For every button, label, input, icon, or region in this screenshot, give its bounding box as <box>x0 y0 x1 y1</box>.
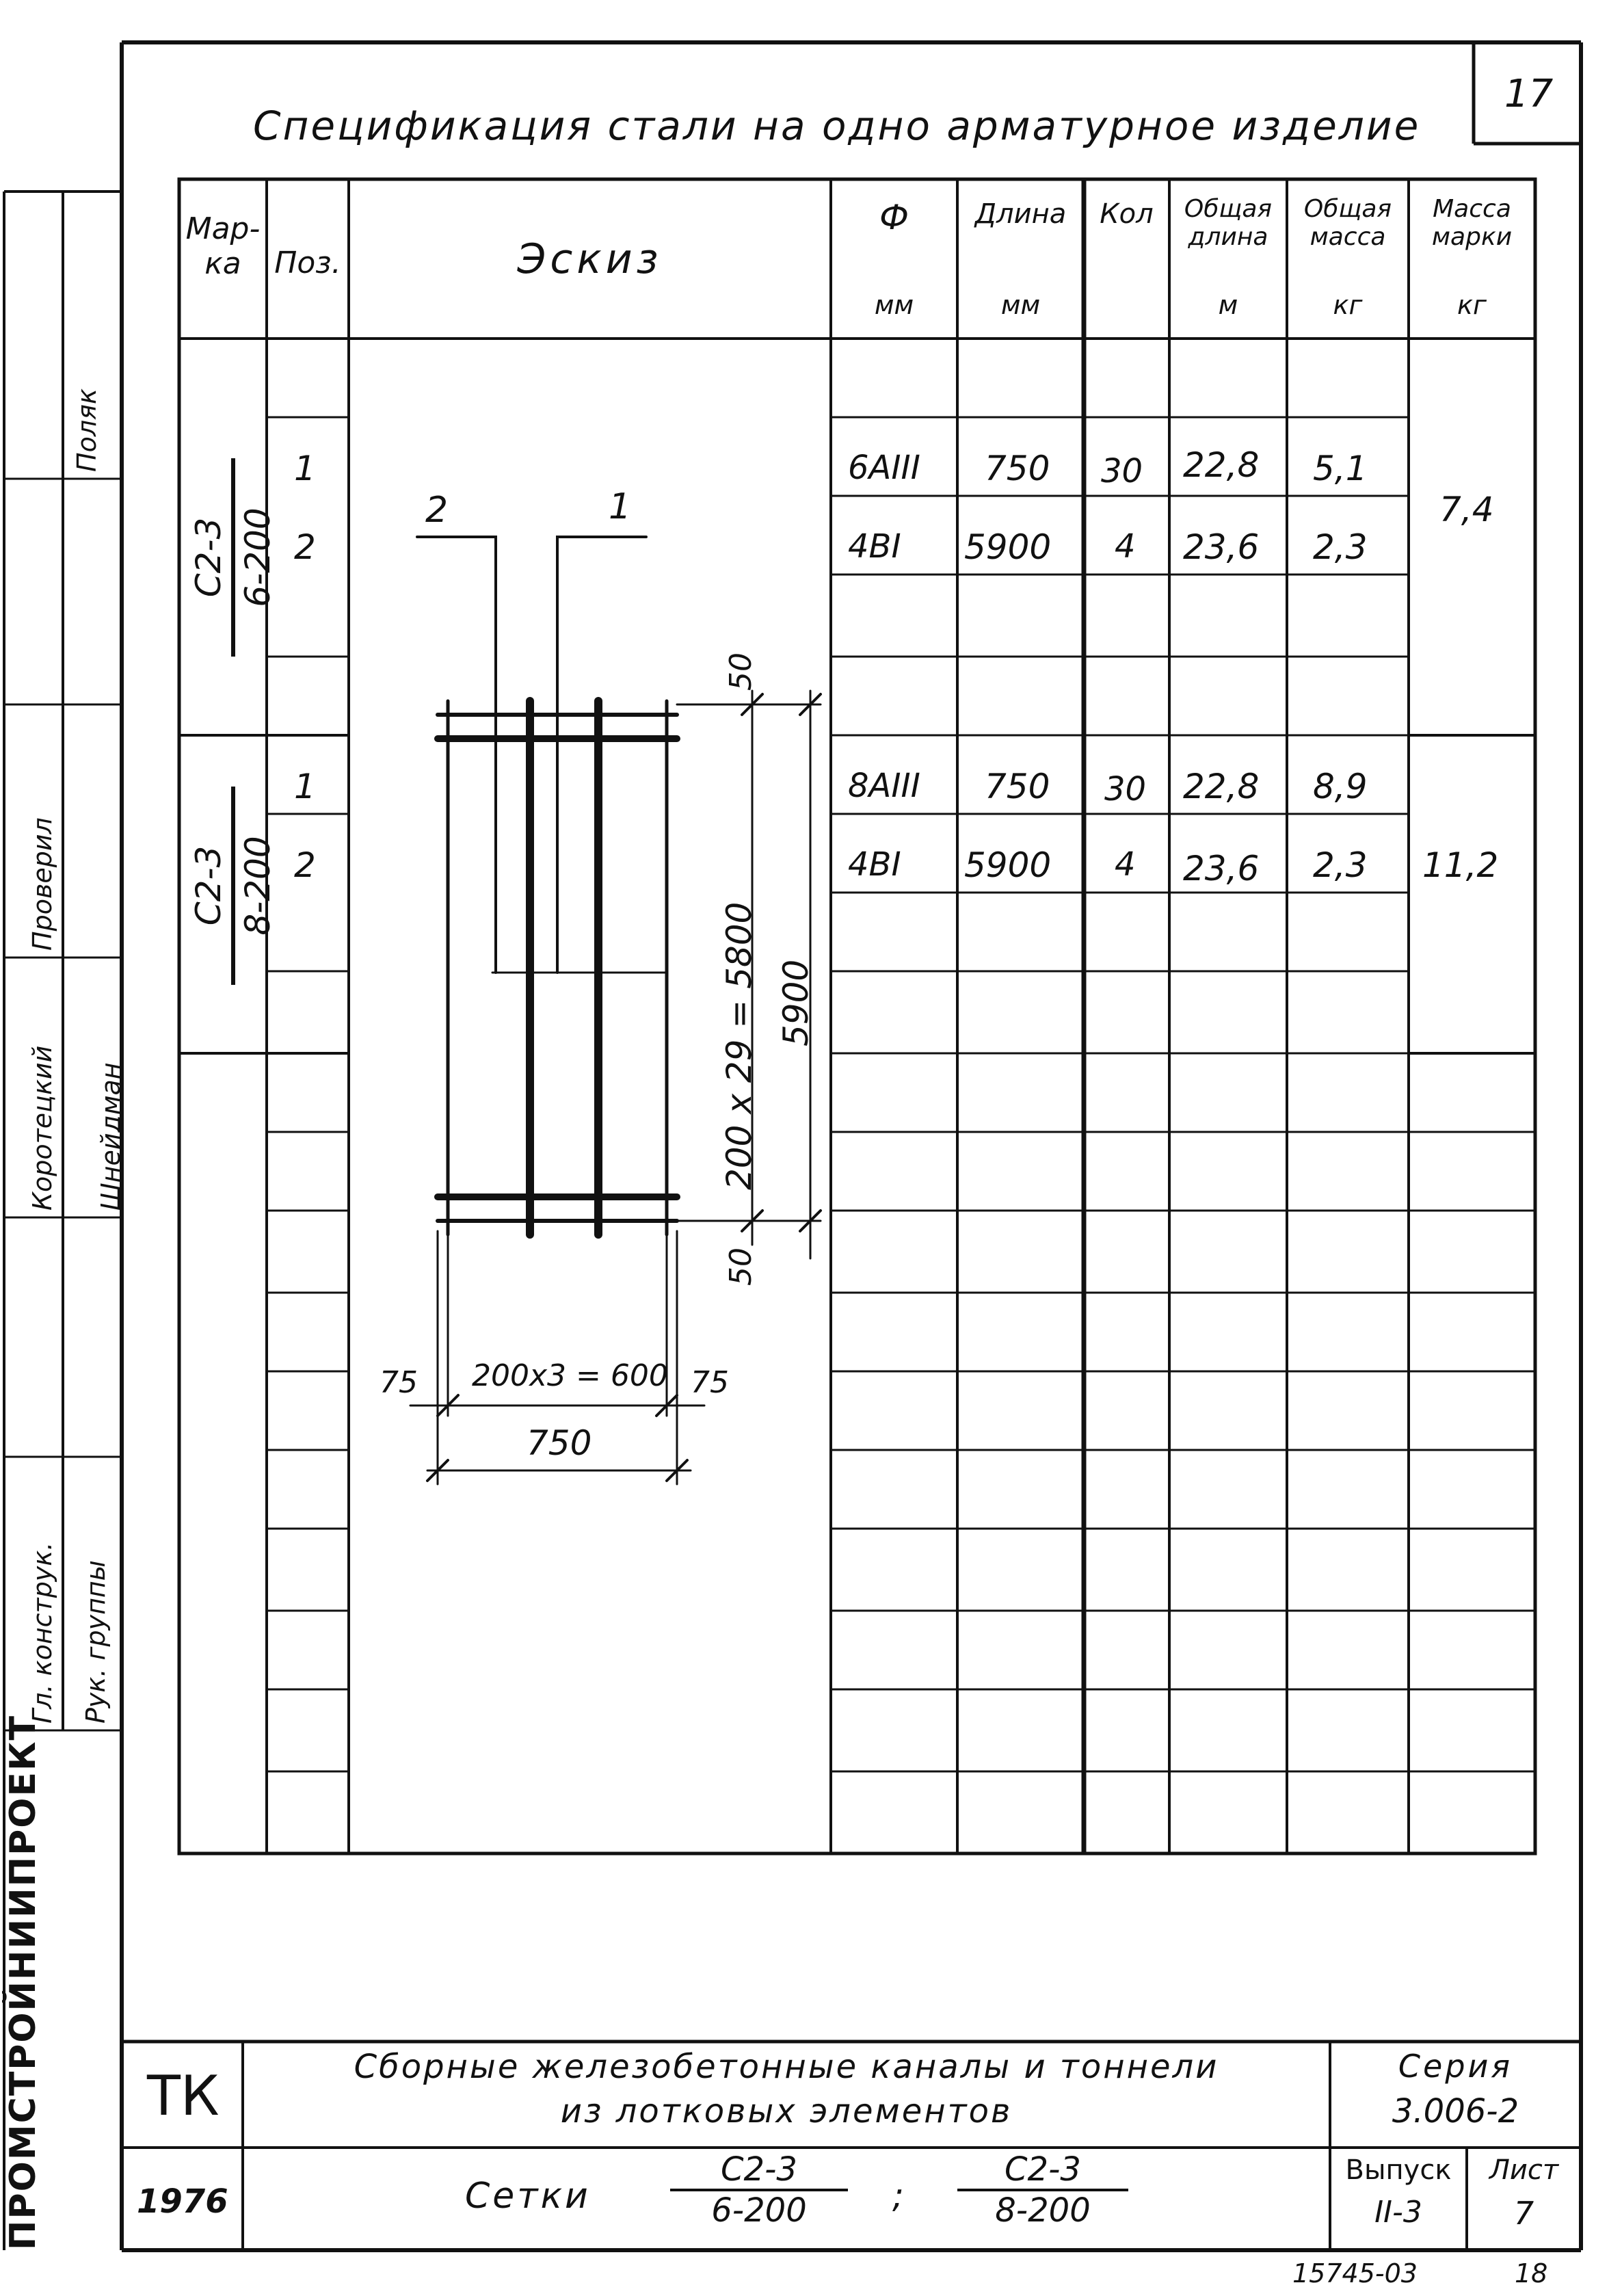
header-eskiz: Эскиз <box>517 235 663 283</box>
qty-value: 4 <box>1115 845 1136 884</box>
leader-label-2: 2 <box>425 490 449 531</box>
diam-value: 4ВI <box>848 527 901 566</box>
length-value: 5900 <box>964 845 1052 885</box>
mark-denominator: 8-200 <box>995 2191 1091 2230</box>
length-value: 750 <box>985 767 1050 806</box>
org-name: ПРОМСТРОЙНИИПРОЕКТ <box>3 1715 44 2250</box>
poz-value: 1 <box>294 449 316 488</box>
qty-value: 30 <box>1101 452 1143 490</box>
header-brand-mass-unit: кг <box>1457 290 1487 320</box>
page-title: Спецификация стали на одно арматурное изделие <box>253 103 1421 149</box>
header-total-length-unit: м <box>1218 290 1238 320</box>
issue-label: Выпуск <box>1345 2154 1452 2186</box>
marka-label <box>189 787 278 985</box>
total-mass-value: 8,9 <box>1313 767 1368 806</box>
brand-mass-value: 11,2 <box>1422 845 1499 885</box>
drawing-name-line1: Сборные железобетонные каналы и тоннели <box>354 2048 1219 2086</box>
marka-numerator: С2-3 <box>191 787 235 985</box>
total-length-value: 23,6 <box>1183 527 1260 567</box>
sheet-label: Лист <box>1489 2154 1559 2186</box>
qty-value: 30 <box>1104 770 1147 808</box>
length-value: 5900 <box>964 527 1052 567</box>
diam-value: 6АIII <box>848 449 920 487</box>
header-total-mass-unit: кг <box>1333 290 1363 320</box>
header-length-unit: мм <box>1000 290 1041 320</box>
stamp-name: Шнейдман <box>96 1062 126 1211</box>
page-number: 18 <box>1515 2258 1548 2288</box>
brand-mass-value: 7,4 <box>1439 490 1494 529</box>
mark-fraction-2 <box>957 2150 1128 2230</box>
header-marka: Мар- ка <box>185 211 261 281</box>
sheet-value: 7 <box>1513 2195 1534 2232</box>
drawing-name-line2: из лотковых элементов <box>560 2092 1013 2130</box>
dimension-bottom: 50 <box>723 1248 758 1286</box>
dimension-top: 50 <box>723 652 758 691</box>
total-mass-value: 2,3 <box>1313 845 1368 885</box>
issue-value: II-3 <box>1374 2195 1422 2230</box>
archive-code: 15745-03 <box>1292 2258 1418 2288</box>
total-length-value: 22,8 <box>1183 445 1260 485</box>
header-poz: Поз. <box>274 246 341 280</box>
series-label: Серия <box>1398 2048 1513 2085</box>
mark-fraction-1 <box>670 2150 848 2230</box>
stamp-role: Проверил <box>27 817 57 951</box>
dimension-width: 750 <box>527 1423 592 1463</box>
header-diam: Ф <box>879 198 909 237</box>
total-length-value: 23,6 <box>1183 849 1260 888</box>
drawing-subject: Сетки <box>465 2176 591 2217</box>
dimension-inner: 200 x 29 = 5800 <box>719 901 759 1190</box>
stamp-role: Гл. конструк. <box>27 1542 57 1724</box>
header-diam-unit: мм <box>874 290 914 320</box>
marka-denominator: 8-200 <box>238 836 278 936</box>
mark-numerator: С2-3 <box>957 2153 1128 2191</box>
dimension-total: 5900 <box>776 959 816 1046</box>
leader-label-1: 1 <box>609 486 632 527</box>
stamp-name: Коротецкий <box>27 1045 57 1211</box>
marka-label <box>189 458 278 657</box>
header-total-mass: Общая масса <box>1303 195 1392 252</box>
total-mass-value: 2,3 <box>1313 527 1368 567</box>
total-mass-value: 5,1 <box>1313 449 1368 488</box>
sheet-number: 17 <box>1504 72 1554 116</box>
poz-value: 2 <box>294 527 316 567</box>
marka-denominator: 6-200 <box>238 507 278 607</box>
poz-value: 1 <box>294 767 316 806</box>
header-brand-mass: Масса марки <box>1431 195 1513 252</box>
drawing-year: 1976 <box>137 2182 228 2221</box>
mark-numerator: С2-3 <box>670 2153 848 2191</box>
stamp-name: Поляк <box>72 388 102 472</box>
dimension-mid: 200x3 = 600 <box>472 1358 668 1393</box>
dimension-left: 75 <box>380 1365 418 1400</box>
drawing-code: ТК <box>147 2064 220 2128</box>
total-length-value: 22,8 <box>1183 767 1260 806</box>
series-value: 3.006-2 <box>1392 2092 1519 2130</box>
diam-value: 4ВI <box>848 845 901 884</box>
mark-separator: ; <box>892 2176 904 2215</box>
header-length: Длина <box>974 198 1067 230</box>
dimension-right: 75 <box>691 1365 729 1400</box>
header-qty: Кол <box>1100 198 1154 230</box>
stamp-role: Рук. группы <box>81 1560 111 1724</box>
marka-numerator: С2-3 <box>191 458 235 657</box>
length-value: 750 <box>985 449 1050 488</box>
header-total-length: Общая длина <box>1184 195 1273 252</box>
mark-denominator: 6-200 <box>711 2191 807 2230</box>
poz-value: 2 <box>294 845 316 885</box>
qty-value: 4 <box>1115 527 1136 566</box>
diam-value: 8АIII <box>848 767 920 805</box>
